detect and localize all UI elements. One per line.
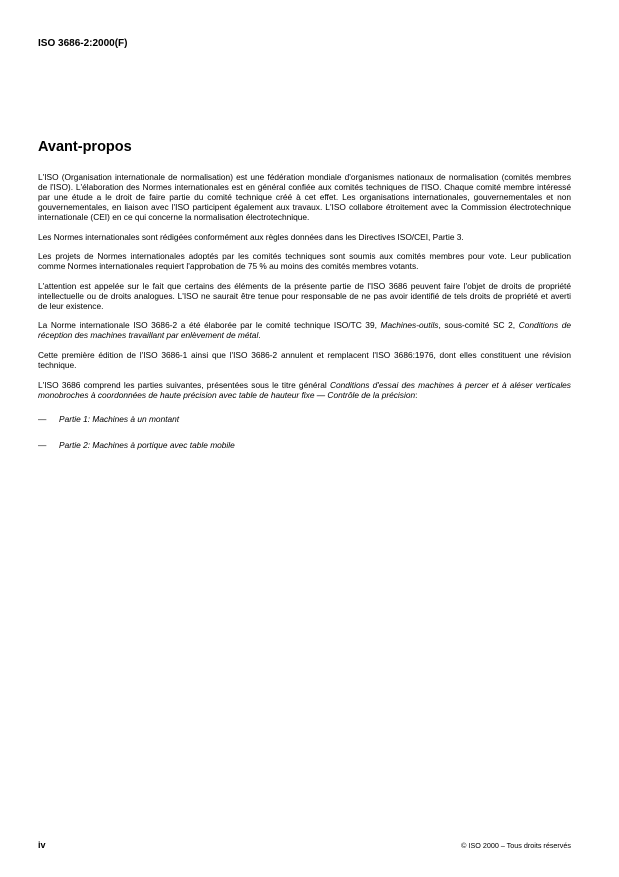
list-dash: — <box>38 413 47 424</box>
list-dash: — <box>38 439 47 450</box>
document-id: ISO 3686-2:2000(F) <box>38 38 128 49</box>
part-2-label: Partie 2: Machines à portique avec table mobile <box>59 439 235 450</box>
list-item-part-1 <box>38 414 571 424</box>
paragraph-edition: Cette première édition de l'ISO 3686-1 ainsi que l'ISO 3686-2 annulent et remplacent l'ISO 3686:1976, dont elles constituent une révision technique. <box>38 349 571 370</box>
list-item-part-2 <box>38 440 571 450</box>
paragraph-iso-intro: L'ISO (Organisation internationale de normalisation) est une fédération mondiale d'organismes nationaux de normalisation (comités membres de l'ISO). L'élaboration des Normes internationales est en général confiée aux comités techniques de l'ISO. Chaque comité membre intéressé par une étude a le droit de faire partie du comité technique créé à cet effet. Les organisations internationales, gouvernementales et non gouvernementales, en liaison avec l'ISO participent également aux travaux. L'ISO collabore étroitement avec la Commission électrotechnique internationale (CEI) en ce qui concerne la normalisation électrotechnique. <box>38 172 571 222</box>
copyright-notice: © ISO 2000 – Tous droits réservés <box>461 841 571 850</box>
paragraph-committee <box>38 320 571 340</box>
page-title: Avant-propos <box>38 139 132 155</box>
committee-text-2: , sous-comité SC 2, <box>438 320 519 331</box>
parts-intro-text: L'ISO 3686 comprend les parties suivantes, présentées sous le titre général <box>38 379 330 390</box>
paragraph-parts <box>38 380 571 400</box>
committee-text-3: . <box>258 330 261 341</box>
paragraph-patent-rights: L'attention est appelée sur le fait que certains des éléments de la présente partie de l'ISO 3686 peuvent faire l'objet de droits de propriété intellectuelle ou de droits analogues. L'ISO ne saurait être tenue pour responsable de ne pas avoir identifié de tels droits de propriété et averti de leur existence. <box>38 280 571 311</box>
page-number: iv <box>38 840 46 850</box>
subcommittee-name: Conditions de réception des machines travaillant par enlèvement de métal <box>38 320 571 341</box>
general-title: Conditions d'essai des machines à percer et à aléser verticales monobroches à coordonnées de haute précision avec table de hauteur fixe — Contrôle de la précision <box>38 379 571 400</box>
parts-intro-colon: : <box>415 389 418 400</box>
part-1-label: Partie 1: Machines à un montant <box>59 413 180 424</box>
committee-text-1: La Norme internationale ISO 3686-2 a été élaborée par le comité technique ISO/TC 39, <box>38 320 381 331</box>
paragraph-voting: Les projets de Normes internationales adoptés par les comités techniques sont soumis aux comités membres pour vote. Leur publication comme Normes internationales requiert l'approbation de 75 % au moins des comités membres votants. <box>38 251 571 272</box>
paragraph-directives: Les Normes internationales sont rédigées conformément aux règles données dans les Directives ISO/CEI, Partie 3. <box>38 231 464 242</box>
foreword-body <box>38 172 571 466</box>
committee-name: Machines-outils <box>380 320 439 331</box>
